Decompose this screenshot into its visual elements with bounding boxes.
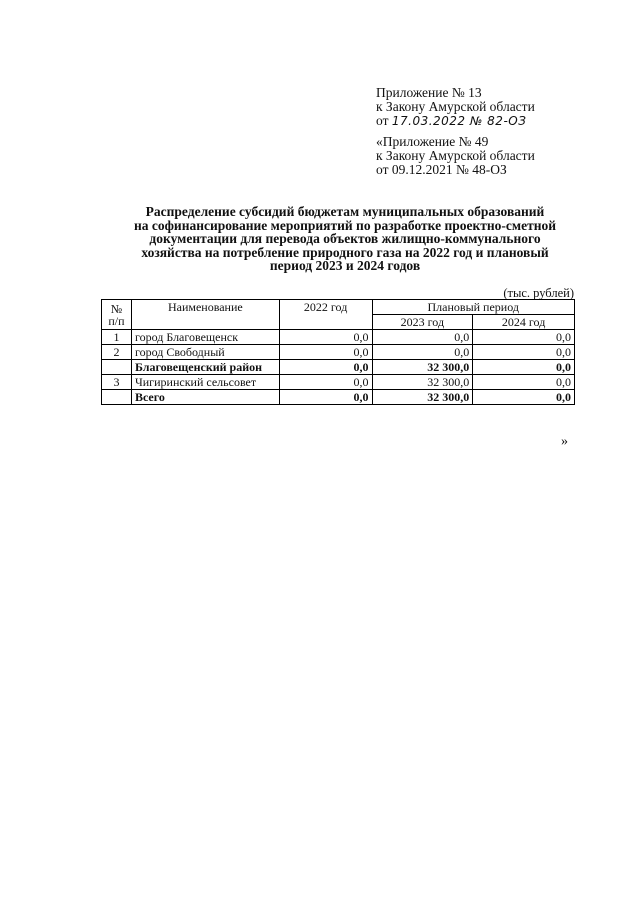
cell-name: город Свободный bbox=[131, 345, 279, 360]
closing-quote: » bbox=[561, 434, 568, 449]
cell-number bbox=[102, 390, 132, 405]
annex-current-date bbox=[376, 114, 535, 128]
document-title bbox=[100, 205, 590, 273]
header-year-2024: 2024 год bbox=[473, 315, 575, 330]
annex-previous-block bbox=[376, 135, 535, 177]
header-name: Наименование bbox=[131, 300, 279, 330]
annex-current-block bbox=[376, 86, 535, 128]
subsidy-table bbox=[101, 299, 575, 405]
cell-2023: 32 300,0 bbox=[372, 375, 473, 390]
cell-2022: 0,0 bbox=[279, 360, 372, 375]
table-row bbox=[102, 375, 575, 390]
header-year-2023: 2023 год bbox=[372, 315, 473, 330]
cell-2024: 0,0 bbox=[473, 390, 575, 405]
cell-name: Благовещенский район bbox=[131, 360, 279, 375]
cell-2022: 0,0 bbox=[279, 345, 372, 360]
cell-number bbox=[102, 360, 132, 375]
annex-previous-number: «Приложение № 49 bbox=[376, 134, 489, 149]
annex-current-number: Приложение № 13 bbox=[376, 85, 482, 100]
cell-2023: 0,0 bbox=[372, 345, 473, 360]
cell-2023: 0,0 bbox=[372, 330, 473, 345]
units-label: (тыс. рублей) bbox=[503, 286, 574, 300]
cell-name: город Благовещенск bbox=[131, 330, 279, 345]
header-plan-period: Плановый период bbox=[372, 300, 575, 315]
annex-current-prefix: от bbox=[376, 113, 389, 128]
cell-number: 3 bbox=[102, 375, 132, 390]
table-row-district-total bbox=[102, 360, 575, 375]
header-year-2022: 2022 год bbox=[279, 300, 372, 330]
cell-name: Чигиринский сельсовет bbox=[131, 375, 279, 390]
cell-2024: 0,0 bbox=[473, 360, 575, 375]
title-line: период 2023 и 2024 годов bbox=[269, 258, 421, 273]
title-line: на софинансирование мероприятий по разработке проектно-сметной bbox=[133, 217, 557, 233]
annex-previous-date: от 09.12.2021 № 48-ОЗ bbox=[376, 162, 507, 177]
title-line: хозяйства на потребление природного газа на 2022 год и плановый bbox=[141, 244, 549, 260]
cell-2022: 0,0 bbox=[279, 390, 372, 405]
cell-2023: 32 300,0 bbox=[372, 390, 473, 405]
cell-2022: 0,0 bbox=[279, 375, 372, 390]
cell-number: 1 bbox=[102, 330, 132, 345]
cell-2024: 0,0 bbox=[473, 345, 575, 360]
title-line: документации для перевода объектов жилищно-коммунального bbox=[149, 231, 541, 246]
cell-2024: 0,0 bbox=[473, 330, 575, 345]
handwritten-date-number: 17.03.2022 № 82-ОЗ bbox=[391, 114, 527, 128]
annex-current-law: к Закону Амурской области bbox=[376, 99, 535, 114]
table-row bbox=[102, 330, 575, 345]
cell-name: Всего bbox=[131, 390, 279, 405]
cell-2022: 0,0 bbox=[279, 330, 372, 345]
table-row-grand-total bbox=[102, 390, 575, 405]
cell-2024: 0,0 bbox=[473, 375, 575, 390]
table-header-row bbox=[102, 300, 575, 315]
cell-2023: 32 300,0 bbox=[372, 360, 473, 375]
table-row bbox=[102, 345, 575, 360]
header-number: № п/п bbox=[102, 300, 132, 330]
title-line: Распределение субсидий бюджетам муниципальных образований bbox=[145, 204, 545, 219]
cell-number: 2 bbox=[102, 345, 132, 360]
annex-previous-law: к Закону Амурской области bbox=[376, 148, 535, 163]
